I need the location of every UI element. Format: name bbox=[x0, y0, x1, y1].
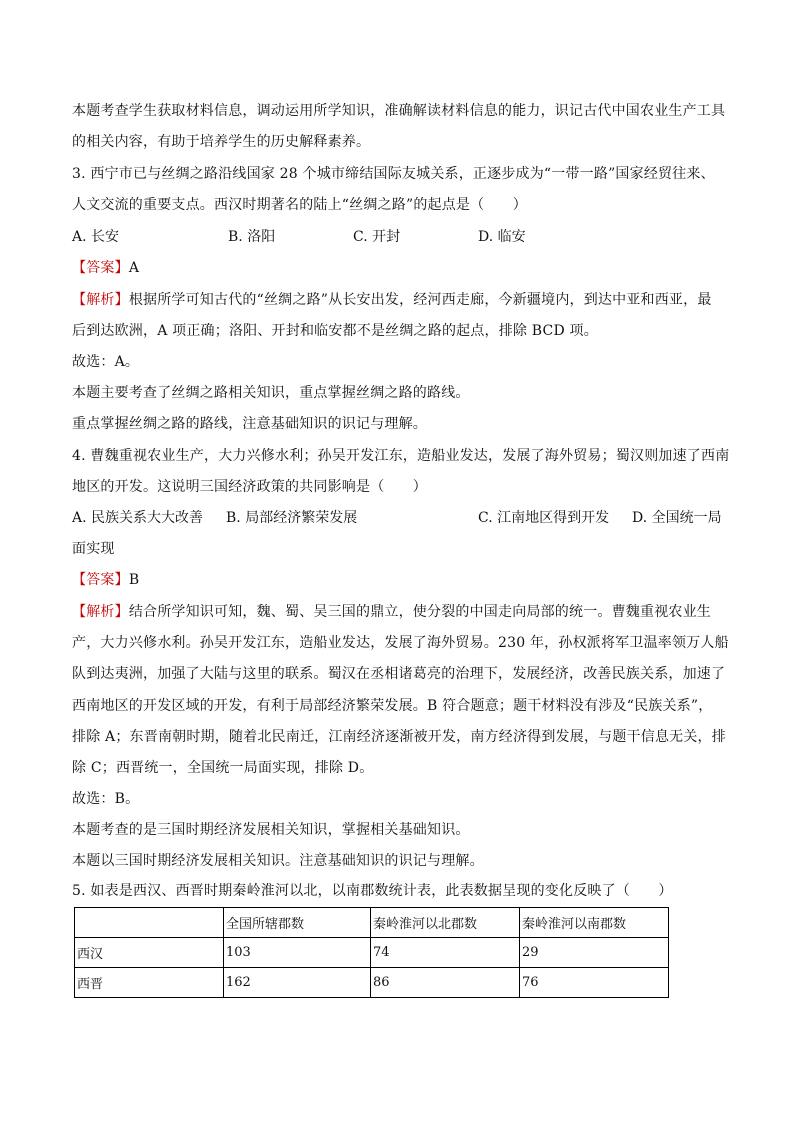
answer-tag: 【答案】 bbox=[72, 572, 129, 588]
question-3-stem: 3. 西宁市已与丝绸之路沿线国家 28 个城市缔结国际友城关系，正逐步成为“一带一路”国家经贸往来、 bbox=[72, 166, 715, 182]
analysis-line: 除 C；西晋统一，全国统一局面实现，排除 D。 bbox=[72, 760, 374, 776]
table-cell: 86 bbox=[371, 968, 520, 998]
option-wrap-line: 面实现 bbox=[72, 541, 115, 557]
option-c: C. 江南地区得到开发 bbox=[478, 510, 610, 526]
table-cell: 74 bbox=[371, 938, 520, 968]
question-3-stem: 人文交流的重要支点。西汉时期著名的陆上“丝绸之路”的起点是（ ） bbox=[72, 197, 527, 213]
option-a: A. 长安 bbox=[72, 229, 120, 245]
table-header-cell: 秦岭淮河以南郡数 bbox=[520, 908, 669, 938]
table-cell: 西汉 bbox=[75, 938, 224, 968]
answer-value: A bbox=[128, 260, 140, 276]
note-line: 本题以三国时期经济发展相关知识。注意基础知识的识记与理解。 bbox=[72, 853, 484, 869]
table-header-row bbox=[75, 908, 669, 938]
table-row bbox=[75, 938, 669, 968]
table-cell: 西晋 bbox=[75, 968, 224, 998]
note-line: 本题考查的是三国时期经济发展相关知识，掌握相关基础知识。 bbox=[72, 822, 470, 838]
analysis-line bbox=[72, 602, 732, 622]
table-header-cell bbox=[75, 908, 224, 938]
option-b: B. 局部经济繁荣发展 bbox=[226, 510, 358, 526]
answer-value: B bbox=[128, 572, 140, 588]
table-header-cell: 秦岭淮河以北郡数 bbox=[371, 908, 520, 938]
question-5-stem: 5. 如表是西汉、西晋时期秦岭淮河以北，以南郡数统计表，此表数据呈现的变化反映了（ ） bbox=[72, 883, 673, 899]
table-cell: 162 bbox=[224, 968, 371, 998]
table-cell: 29 bbox=[520, 938, 669, 968]
note-line: 重点掌握丝绸之路的路线，注意基础知识的识记与理解。 bbox=[72, 416, 427, 432]
analysis-line bbox=[72, 290, 732, 310]
option-d: D. 临安 bbox=[478, 229, 526, 245]
answer-line bbox=[72, 258, 732, 278]
paragraph-line: 本题考查学生获取材料信息，调动运用所学知识，准确解读材料信息的能力，识记古代中国农业生产工具 bbox=[72, 103, 726, 119]
table-cell: 76 bbox=[520, 968, 669, 998]
option-a: A. 民族关系大大改善 bbox=[72, 510, 204, 526]
table-row bbox=[75, 968, 669, 998]
answer-line bbox=[72, 570, 732, 590]
table-header-cell: 全国所辖郡数 bbox=[224, 908, 371, 938]
analysis-line: 产，大力兴修水利。孙吴开发江东，造船业发达，发展了海外贸易。230 年，孙权派将军卫温率领万人船 bbox=[72, 635, 729, 651]
note-line: 本题主要考查了丝绸之路相关知识，重点掌握丝绸之路的路线。 bbox=[72, 385, 470, 401]
answer-tag: 【答案】 bbox=[72, 260, 129, 276]
option-d: D. 全国统一局 bbox=[632, 510, 722, 526]
choose-line: 故选：A。 bbox=[72, 354, 140, 370]
analysis-line: 排除 A；东晋南朝时期，随着北民南迁，江南经济逐渐被开发，南方经济得到发展，与题干信息无关，排 bbox=[72, 729, 726, 745]
analysis-text: 根据所学可知古代的“丝绸之路”从长安出发，经河西走廊，今新疆境内，到达中亚和西亚，最 bbox=[128, 292, 712, 308]
question-4-stem: 地区的开发。这说明三国经济政策的共同影响是（ ） bbox=[72, 479, 427, 495]
table-cell: 103 bbox=[224, 938, 371, 968]
choose-line: 故选：B。 bbox=[72, 791, 140, 807]
analysis-tag: 【解析】 bbox=[72, 604, 129, 620]
statistics-table bbox=[74, 907, 669, 998]
analysis-line: 西南地区的开发区域的开发，有利于局部经济繁荣发展。B 符合题意；题干材料没有涉及“民族关系”， bbox=[72, 698, 713, 714]
question-4-stem: 4. 曹魏重视农业生产，大力兴修水利；孙吴开发江东，造船业发达，发展了海外贸易；蜀汉则加速了西南 bbox=[72, 448, 730, 464]
analysis-text: 结合所学知识可知，魏、蜀、吴三国的鼎立，使分裂的中国走向局部的统一。曹魏重视农业生 bbox=[128, 604, 712, 620]
analysis-line: 队到达夷洲，加强了大陆与这里的联系。蜀汉在丞相诸葛亮的治理下，发展经济，改善民族关系，加速了 bbox=[72, 666, 726, 682]
paragraph-line: 的相关内容，有助于培养学生的历史解释素养。 bbox=[72, 134, 371, 150]
analysis-line: 后到达欧洲，A 项正确；洛阳、开封和临安都不是丝绸之路的起点，排除 BCD 项。 bbox=[72, 323, 598, 339]
option-b: B. 洛阳 bbox=[228, 229, 276, 245]
analysis-tag: 【解析】 bbox=[72, 292, 129, 308]
option-c: C. 开封 bbox=[353, 229, 401, 245]
